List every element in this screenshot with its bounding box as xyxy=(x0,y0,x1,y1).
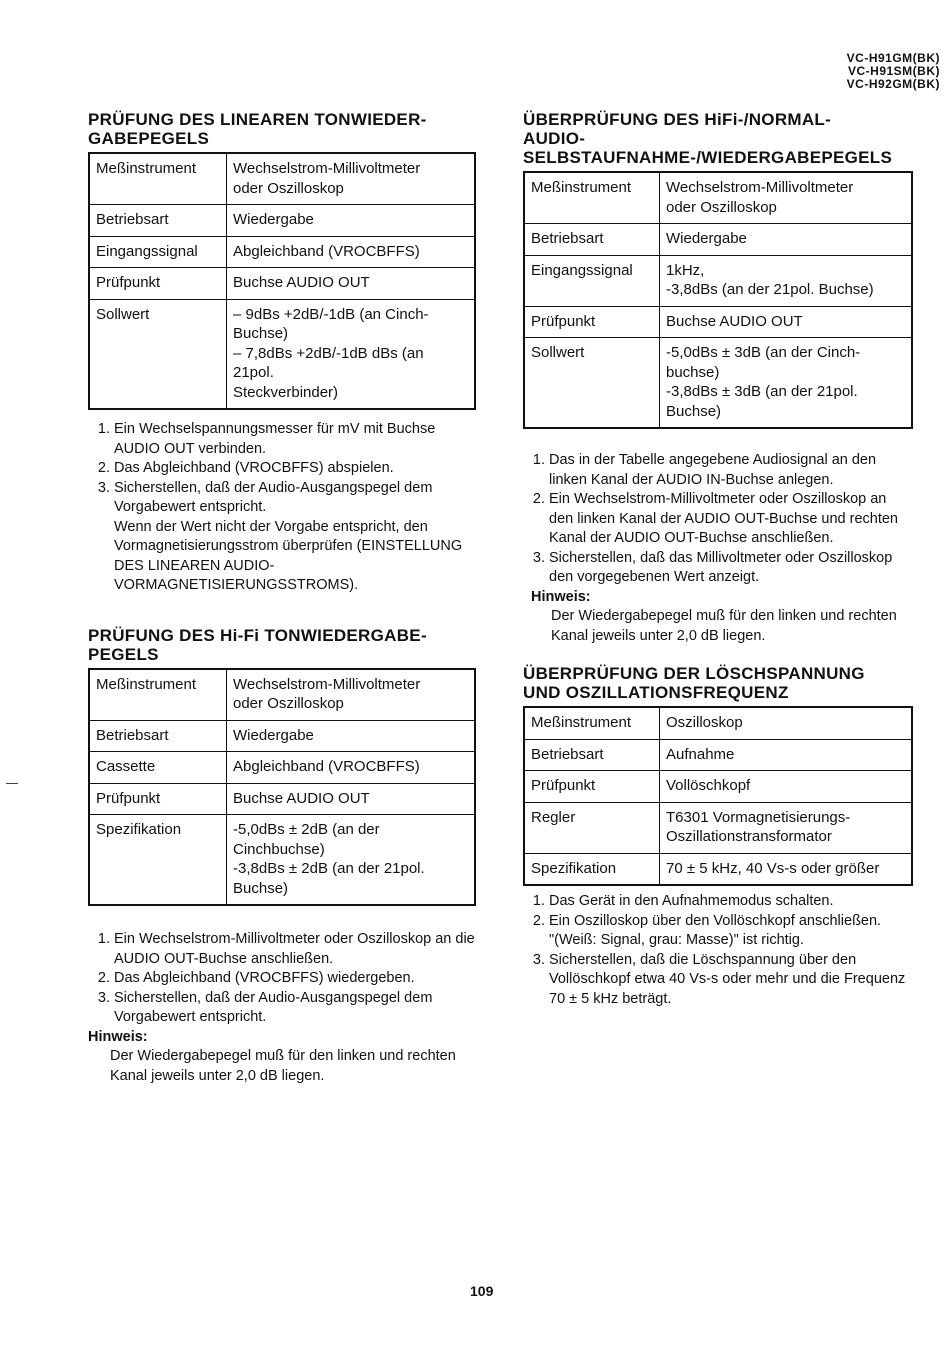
table-value: Wiedergabe xyxy=(660,224,913,256)
section-title-erase: ÜBERPRÜFUNG DER LÖSCHSPANNUNG UND OSZILLATIONSFREQUENZ xyxy=(523,664,865,702)
procedure-list-selfrec xyxy=(523,451,913,588)
list-item: 3. Sicherstellen, daß der Audio-Ausgangspegel dem Vorgabewert entspricht. Wenn der Wert nicht der Vorgabe entspricht, den Vormagnetisierungsstrom überprüfen (EINSTELLUNG DES LINEAREN AUDIO-VORMAGNETISIERUNGSSTROMS). xyxy=(114,479,476,596)
table-value: – 9dBs +2dB/-1dB (an Cinch-Buchse) – 7,8dBs +2dB/-1dB dBs (an 21pol. Steckverbinder) xyxy=(227,299,476,409)
list-item: 1. Das in der Tabelle angegebene Audiosignal an den linken Kanal der AUDIO IN-Buchse anlegen. xyxy=(549,451,913,490)
list-item: 3. Sicherstellen, daß der Audio-Ausgangspegel dem Vorgabewert entspricht. xyxy=(114,989,476,1028)
table-row xyxy=(524,255,912,306)
table-row xyxy=(524,802,912,853)
table-key: Regler xyxy=(524,802,660,853)
table-key: Betriebsart xyxy=(524,739,660,771)
page-number: 109 xyxy=(470,1283,494,1299)
table-value: 70 ± 5 kHz, 40 Vs-s oder größer xyxy=(660,853,913,885)
section-title-hifi: PRÜFUNG DES Hi-Fi TONWIEDERGABE- PEGELS xyxy=(88,625,427,664)
section-title-selfrec: ÜBERPRÜFUNG DES HiFi-/NORMAL- AUDIO- SELBSTAUFNAHME-/WIEDERGABEPEGELS xyxy=(523,110,893,167)
list-item: 1. Das Gerät in den Aufnahmemodus schalten. xyxy=(549,892,913,912)
table-key: Prüfpunkt xyxy=(89,268,227,300)
table-key: Meßinstrument xyxy=(89,153,227,205)
table-value: -5,0dBs ± 2dB (an der Cinchbuchse) -3,8dBs ± 2dB (an der 21pol. Buchse) xyxy=(227,815,476,906)
hint-text: Der Wiedergabepegel muß für den linken und rechten Kanal jeweils unter 2,0 dB liegen. xyxy=(551,608,897,644)
table-value: 1kHz, -3,8dBs (an der 21pol. Buchse) xyxy=(660,255,913,306)
table-key: Prüfpunkt xyxy=(524,306,660,338)
right-column xyxy=(523,110,913,1009)
model-2: VC-H91SM(BK) xyxy=(847,64,940,78)
table-key: Meßinstrument xyxy=(524,172,660,224)
list-item: 2. Das Abgleichband (VROCBFFS) wiedergeben. xyxy=(114,969,476,989)
list-item: 1. Ein Wechselstrom-Millivoltmeter oder Oszilloskop an die AUDIO OUT-Buchse anschließen. xyxy=(114,930,476,969)
hint-title: Hinweis: xyxy=(88,1028,148,1045)
table-row xyxy=(89,236,475,268)
list-item: 2. Ein Oszilloskop über den Vollöschkopf anschließen. "(Weiß: Signal, grau: Masse)" ist richtig. xyxy=(549,912,913,951)
table-value: Wechselstrom-Millivoltmeter oder Oszilloskop xyxy=(660,172,913,224)
list-item: 2. Das Abgleichband (VROCBFFS) abspielen. xyxy=(114,459,476,479)
table-key: Sollwert xyxy=(524,338,660,429)
procedure-list-erase xyxy=(523,892,913,1009)
table-row xyxy=(524,853,912,885)
hint-text: Der Wiedergabepegel muß für den linken und rechten Kanal jeweils unter 2,0 dB liegen. xyxy=(110,1048,456,1084)
table-row xyxy=(524,306,912,338)
table-value: -5,0dBs ± 3dB (an der Cinch- buchse) -3,8dBs ± 3dB (an der 21pol. Buchse) xyxy=(660,338,913,429)
table-value: Wiedergabe xyxy=(227,720,476,752)
left-column xyxy=(88,110,476,1086)
table-value: Wechselstrom-Millivoltmeter oder Oszilloskop xyxy=(227,669,476,721)
list-item: 2. Ein Wechselstrom-Millivoltmeter oder Oszilloskop an den linken Kanal der AUDIO OUT-Buchse und rechten Kanal der AUDIO OUT-Buchse anschließen. xyxy=(549,490,913,549)
model-3: VC-H92GM(BK) xyxy=(846,77,940,91)
table-value: Buchse AUDIO OUT xyxy=(227,783,476,815)
table-key: Prüfpunkt xyxy=(524,771,660,803)
table-value: Wiedergabe xyxy=(227,205,476,237)
spec-table-linear xyxy=(88,152,476,410)
table-key: Eingangssignal xyxy=(89,236,227,268)
table-row xyxy=(524,739,912,771)
table-row xyxy=(89,783,475,815)
hint-title: Hinweis: xyxy=(531,588,591,605)
table-row xyxy=(89,205,475,237)
table-row xyxy=(524,771,912,803)
table-row xyxy=(89,299,475,409)
table-value: Abgleichband (VROCBFFS) xyxy=(227,752,476,784)
procedure-list-hifi xyxy=(88,930,476,1028)
section-title-linear: PRÜFUNG DES LINEAREN TONWIEDER- GABEPEGELS xyxy=(88,110,427,148)
table-key: Spezifikation xyxy=(524,853,660,885)
table-row xyxy=(89,815,475,906)
margin-mark xyxy=(6,783,18,784)
table-key: Meßinstrument xyxy=(524,707,660,739)
table-value: Aufnahme xyxy=(660,739,913,771)
table-value: Buchse AUDIO OUT xyxy=(227,268,476,300)
list-item: 3. Sicherstellen, daß die Löschspannung über den Vollöschkopf etwa 40 Vs-s oder mehr und die Frequenz 70 ± 5 kHz beträgt. xyxy=(549,951,913,1010)
table-value: Vollöschkopf xyxy=(660,771,913,803)
model-1: VC-H91GM(BK) xyxy=(846,51,940,65)
table-row xyxy=(524,707,912,739)
list-item: 1. Ein Wechselspannungsmesser für mV mit Buchse AUDIO OUT verbinden. xyxy=(114,420,476,459)
table-key: Sollwert xyxy=(89,299,227,409)
table-row xyxy=(89,153,475,205)
table-row xyxy=(89,752,475,784)
table-key: Cassette xyxy=(89,752,227,784)
list-item: 3. Sicherstellen, daß das Millivoltmeter oder Oszilloskop den vorgegebenen Wert anzeigt. xyxy=(549,549,913,588)
table-key: Meßinstrument xyxy=(89,669,227,721)
table-row xyxy=(89,720,475,752)
table-key: Spezifikation xyxy=(89,815,227,906)
table-row xyxy=(524,224,912,256)
table-row xyxy=(524,172,912,224)
table-row xyxy=(89,268,475,300)
table-value: Wechselstrom-Millivoltmeter oder Oszilloskop xyxy=(227,153,476,205)
spec-table-selfrec xyxy=(523,171,913,429)
table-key: Betriebsart xyxy=(524,224,660,256)
table-row xyxy=(524,338,912,429)
table-key: Betriebsart xyxy=(89,720,227,752)
table-key: Betriebsart xyxy=(89,205,227,237)
model-numbers xyxy=(847,52,940,91)
table-value: Buchse AUDIO OUT xyxy=(660,306,913,338)
table-value: Oszilloskop xyxy=(660,707,913,739)
table-row xyxy=(89,669,475,721)
table-value: T6301 Vormagnetisierungs- Oszillationstransformator xyxy=(660,802,913,853)
procedure-list-linear xyxy=(88,420,476,596)
spec-table-hifi xyxy=(88,668,476,907)
table-value: Abgleichband (VROCBFFS) xyxy=(227,236,476,268)
table-key: Prüfpunkt xyxy=(89,783,227,815)
spec-table-erase xyxy=(523,706,913,886)
table-key: Eingangssignal xyxy=(524,255,660,306)
